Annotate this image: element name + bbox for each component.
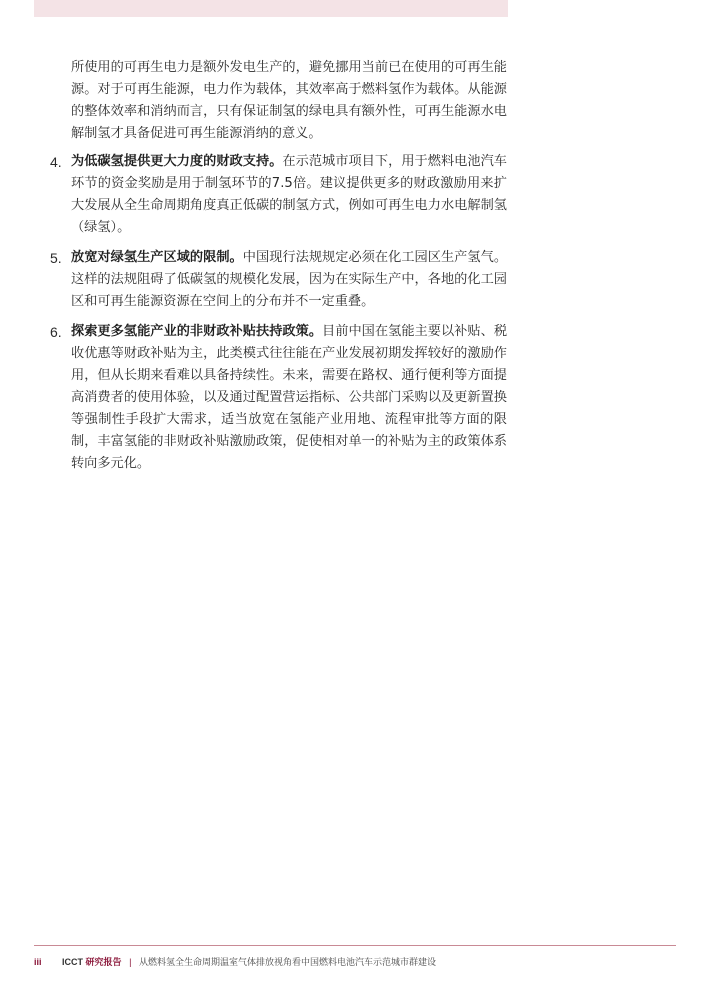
footer-separator: | <box>129 957 132 967</box>
list-item <box>34 151 507 239</box>
list-item <box>34 247 507 313</box>
item-lead: 探索更多氢能产业的非财政补贴扶持政策。 <box>71 324 323 339</box>
item-body: 中国现行法规规定必须在化工园区生产氢气。这样的法规阻碍了低碳氢的规模化发展，因为在实际生产中，各地的化工园区和可再生能源资源在空间上的分布并不一定重叠。 <box>71 250 508 309</box>
main-content <box>34 57 514 483</box>
item-number: 6. <box>50 324 62 340</box>
footer-rule <box>34 945 676 946</box>
list-item <box>34 321 507 475</box>
footer-org: ICCT <box>62 957 84 967</box>
item-lead: 为低碳氢提供更大力度的财政支持。 <box>71 154 283 169</box>
item-number: 4. <box>50 154 62 170</box>
intro-paragraph: 所使用的可再生电力是额外发电生产的，避免挪用当前已在使用的可再生能源。对于可再生能源，电力作为载体，其效率高于燃料氢作为载体。从能源的整体效率和消纳而言，只有保证制氢的绿电具有额外性，可再生能源水电解制氢才具备促进可再生能源消纳的意义。 <box>71 60 507 141</box>
page-number: iii <box>34 957 42 967</box>
item-lead: 放宽对绿氢生产区域的限制。 <box>71 250 243 265</box>
recommendation-list <box>34 151 514 475</box>
footer-title: 从燃料氢全生命周期温室气体排放视角看中国燃料电池汽车示范城市群建设 <box>138 957 436 967</box>
item-body: 目前中国在氢能主要以补贴、税收优惠等财政补贴为主，此类模式往往能在产业发展初期发挥较好的激励作用，但从长期来看难以具备持续性。未来，需要在路权、通行便利等方面提高消费者的使用体验，以及通过配置营运指标、公共部门采购以及更新置换等强制性手段扩大需求，适当放宽在氢能产业用地、流程审批等方面的限制，丰富氢能的非财政补贴激励政策，促使相对单一的补贴为主的政策体系转向多元化。 <box>71 324 508 471</box>
item-body: 在示范城市项目下，用于燃料电池汽车环节的资金奖励是用于制氢环节的7.5倍。建议提供更多的财政激励用来扩大发展从全生命周期角度真正低碳的制氢方式，例如可再生电力水电解制氢（绿氢）。 <box>71 154 507 235</box>
item-number: 5. <box>50 250 62 266</box>
page-footer <box>34 955 436 968</box>
header-band <box>34 0 508 17</box>
footer-series: 研究报告 <box>85 957 122 967</box>
